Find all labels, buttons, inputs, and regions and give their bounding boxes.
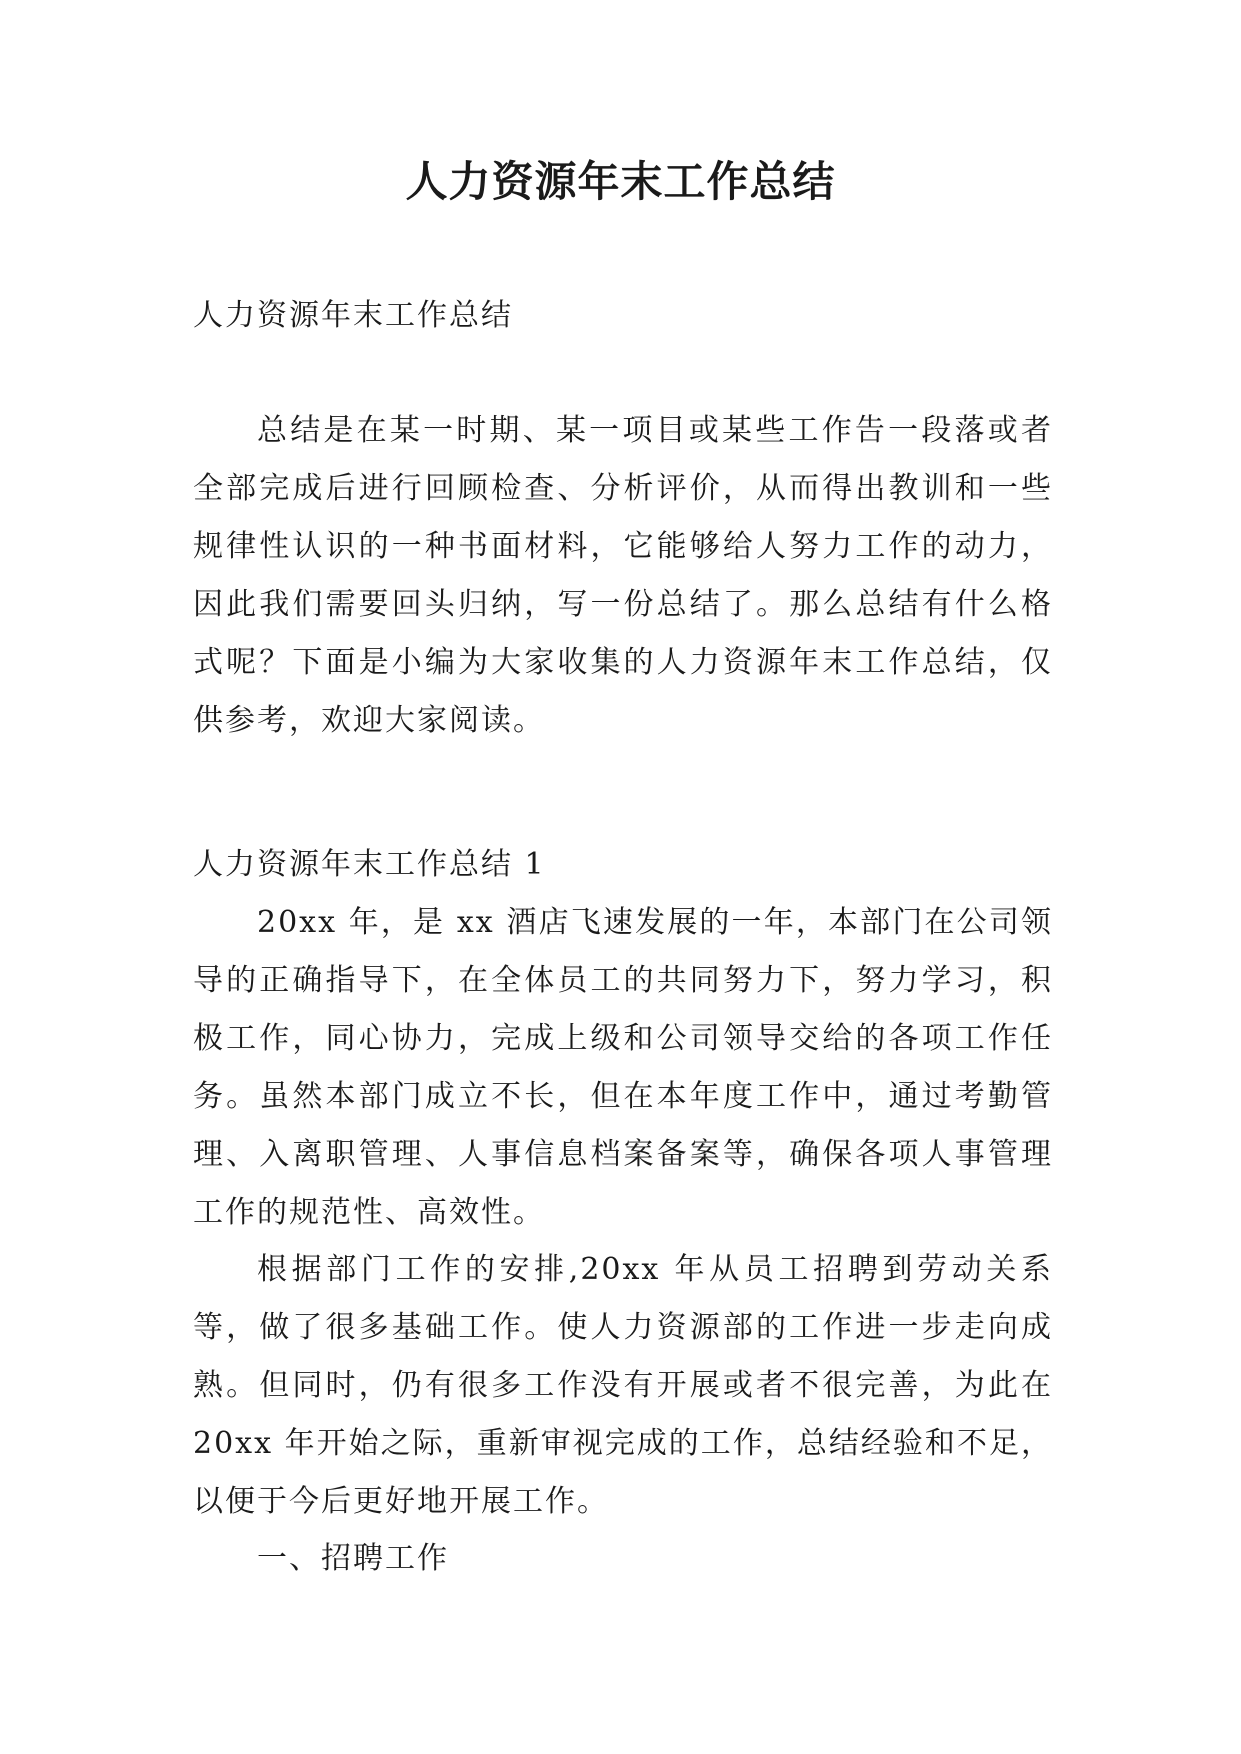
intro-paragraph: 总结是在某一时期、某一项目或某些工作告一段落或者全部完成后进行回顾检查、分析评价，从而得出教训和一些规律性认识的一种书面材料，它能够给人努力工作的动力，因此我们需要回头归纳，写一份总结了。那么总结有什么格式呢？下面是小编为大家收集的人力资源年末工作总结，仅供参考，欢迎大家阅读。 bbox=[193, 413, 1053, 738]
document-subtitle: 人力资源年末工作总结 bbox=[193, 298, 513, 333]
body-paragraph: 20xx 年，是 xx 酒店飞速发展的一年，本部门在公司领导的正确指导下，在全体员工的共同努力下，努力学习，积极工作，同心协力，完成上级和公司领导交给的各项工作任务。虽然本部门成立不长，但在本年度工作中，通过考勤管理、入离职管理、人事信息档案备案等，确保各项人事管理工作的规范性、高效性。 bbox=[193, 905, 1053, 1230]
document-title: 人力资源年末工作总结 bbox=[405, 157, 836, 206]
section-title: 人力资源年末工作总结 1 bbox=[193, 847, 546, 882]
body-paragraph: 根据部门工作的安排,20xx 年从员工招聘到劳动关系等，做了很多基础工作。使人力资源部的工作进一步走向成熟。但同时，仍有很多工作没有开展或者不很完善，为此在 20xx 年开始之际，重新审视完成的工作，总结经验和不足，以便于今后更好地开展工作。 bbox=[193, 1252, 1053, 1519]
subsection-heading: 一、招聘工作 bbox=[257, 1541, 449, 1576]
